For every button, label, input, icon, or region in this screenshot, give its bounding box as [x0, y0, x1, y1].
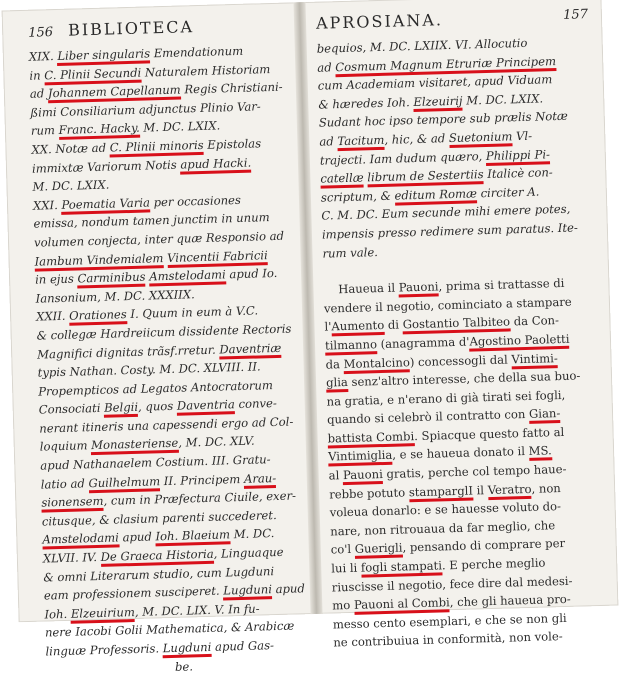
underlined-phrase: Ioh. Blaeium	[155, 528, 230, 547]
text-run: apud Io.	[225, 266, 278, 282]
text-run: gratis, perche col tempo haue-	[382, 461, 567, 482]
text-run: scriptum, &	[320, 188, 395, 205]
underlined-phrase: fogli stampati	[361, 558, 442, 577]
left-page-number: 156	[28, 25, 54, 41]
text-run: , M. DC. LIX. V. In fu-	[134, 601, 260, 619]
text-run: Regis Christiani-	[180, 79, 283, 97]
text-run: ne contribuiua in conformità, non vole-	[333, 629, 563, 650]
text-run: I. Quum in eum à V.C.	[126, 303, 259, 322]
underlined-phrase: Poematia Varia	[61, 195, 150, 214]
text-run: , e se haueua donato il	[392, 444, 529, 463]
right-running-head: APROSIANA.	[315, 10, 444, 33]
text-run: C. M. DC. Eum secunde mihi emere potes,	[321, 202, 571, 223]
text-run: XIX.	[28, 48, 58, 64]
text-run: nerant itineris una capessendi ergo ad Col-	[39, 414, 294, 436]
underlined-phrase: Lugduni	[223, 582, 272, 600]
text-run: ad	[317, 59, 336, 75]
text-run: Italicè con-	[483, 165, 553, 182]
text-run: na gratia, e n'erano di già tirati sei fogli,	[326, 387, 566, 409]
text-run: di	[384, 317, 403, 333]
text-run: immixtæ Variorum Notis	[31, 157, 181, 176]
text-run: cum Academiam visitaret, apud Viduam	[317, 72, 553, 93]
underlined-phrase: Aumento	[331, 318, 384, 336]
text-run: apud	[271, 581, 306, 597]
text-run: linguæ Professoris.	[45, 641, 163, 659]
text-run: (anagramma d'	[376, 334, 470, 352]
underlined-phrase: Pauoni	[399, 280, 439, 298]
text-run: XXII.	[35, 309, 70, 324]
underlined-phrase: Amstelodami	[149, 267, 226, 286]
underlined-phrase: Franc. Hacky.	[58, 121, 140, 140]
text-run: quando si celebrò il contratto con	[326, 407, 530, 427]
underlined-phrase: Carminibus	[77, 270, 145, 289]
underlined-phrase: Monasteriense	[91, 436, 179, 455]
text-run: Vl-	[512, 128, 533, 144]
text-run: M. DC. LXIX.	[139, 118, 221, 136]
text-run: eam professionem susciperet.	[43, 583, 224, 603]
text-run: ßimi Consiliarium adjunctus Plinio Var-	[30, 99, 261, 120]
text-run: , pensando di comprare per	[402, 536, 566, 555]
left-page-header	[28, 15, 289, 44]
underlined-phrase: Montalcino	[343, 355, 410, 374]
text-run: apud Gas-	[211, 638, 275, 654]
underlined-phrase: glia	[326, 375, 348, 393]
text-run: M. DC. LXIX.	[32, 177, 110, 194]
underlined-phrase: Daventriæ	[219, 340, 281, 359]
underlined-phrase: catellæ	[320, 171, 364, 189]
text-run: co'l	[330, 542, 356, 557]
text-run: , M. DC. XLV.	[178, 434, 255, 451]
underlined-phrase: Cosmum Magnum Etruriæ Principem	[335, 54, 556, 77]
text-run: M. DC.	[229, 526, 275, 542]
text-run: Sudant hoc ipso tempore sub prælis Notæ	[318, 109, 568, 131]
text-run: . E perche meglio	[441, 555, 546, 573]
underlined-phrase: Elzeuirium	[71, 605, 135, 624]
text-run: messo cento esemplari, e che se non gli	[332, 610, 567, 632]
underlined-phrase: Orationes	[69, 307, 127, 326]
underlined-phrase: C. Plinii Secundi	[44, 65, 141, 85]
right-page-header	[316, 6, 593, 36]
underlined-phrase: apud Hacki.	[180, 155, 251, 174]
text-run: mo	[332, 598, 355, 613]
text-run: voleua donarlo: e se hauesse voluto do-	[329, 499, 562, 520]
underlined-phrase: Suetonium	[449, 129, 513, 148]
text-run: be.	[45, 659, 194, 678]
underlined-phrase: battista Combi	[327, 429, 414, 448]
underlined-phrase: tilmanno	[325, 337, 377, 355]
text-run: nere Iacobi Golii Mathematica, & Arabicæ	[44, 618, 295, 640]
text-run: riuscisse il negotio, fece dire dal medesi-	[331, 573, 573, 595]
book-spread	[2, 0, 619, 678]
underlined-phrase: Pauoni	[343, 467, 383, 485]
underlined-phrase: Daventria	[177, 397, 235, 416]
text-run: emissa, nondum tamen junctim in unum	[33, 210, 270, 232]
underlined-phrase: Veratro	[488, 482, 532, 500]
underlined-phrase: Vincentii Fabricii	[167, 248, 268, 268]
italian-paragraph-text	[323, 273, 613, 653]
latin-letter-text	[317, 32, 603, 263]
underlined-phrase: Vintimiglia	[328, 448, 393, 467]
underlined-phrase: Johannem Capellanum	[48, 83, 181, 104]
text-run: , non	[531, 480, 561, 496]
text-run: Haueua il	[323, 280, 399, 297]
text-run: Ioh.	[44, 606, 72, 622]
underlined-phrase: Vintimi-	[511, 351, 558, 369]
underlined-phrase: MS.	[528, 444, 552, 462]
text-run: volumen conjecta, inter quæ Responsio ad	[33, 228, 285, 250]
text-run: Iansonium, M. DC. XXXIIX.	[35, 286, 195, 306]
underlined-phrase: Tacitum	[337, 133, 385, 151]
underlined-phrase: Amstelodami	[42, 531, 119, 550]
text-run: , che gli haueua pro-	[449, 592, 571, 610]
text-run: XX. Notæ ad	[31, 140, 110, 157]
text-run: l'	[324, 319, 332, 334]
underlined-phrase: Arau-	[244, 471, 277, 489]
text-run: loquium	[39, 438, 92, 455]
text-run: & omni Literarum studio, cum Lugduni	[43, 563, 275, 585]
text-run: Emendationum	[149, 43, 244, 61]
underlined-phrase: C. Plinii minoris	[110, 138, 204, 158]
text-run: M. DC. LXIX.	[462, 91, 544, 108]
text-run: apud	[118, 529, 156, 545]
text-run: rum	[30, 123, 59, 139]
underlined-phrase: Elzeuirij	[413, 93, 463, 111]
underlined-phrase: sionensem	[41, 494, 104, 513]
left-page	[2, 2, 315, 678]
text-run: , Linguaque	[213, 544, 284, 561]
text-run: apud Nathanaelem Costium. III. Gratu-	[40, 452, 271, 473]
text-run: il	[472, 482, 488, 498]
right-page	[301, 0, 618, 650]
text-run: , prima si trattasse di	[438, 276, 565, 294]
underlined-phrase: Gostantio Talbiteo	[403, 315, 511, 335]
text-run: lui li	[331, 560, 362, 576]
text-run: da Con-	[509, 313, 560, 329]
text-run: nare, non ritrouaua da far meglio, che	[330, 518, 556, 539]
left-running-head: BIBLIOTECA	[67, 17, 195, 40]
text-run: circiter A.	[476, 184, 540, 201]
text-run: Magnifici dignitas trãsf.rretur.	[36, 342, 220, 362]
underlined-phrase: Iambum Vindemialem	[34, 251, 163, 272]
underlined-phrase: Philippi Pi-	[486, 147, 551, 166]
left-page-body	[29, 40, 311, 679]
right-page-body	[317, 32, 614, 653]
underlined-phrase: editum Romæ	[394, 186, 477, 205]
text-run: XLVII. IV.	[42, 549, 101, 566]
text-run: impensis presso redimere sum paratus. Ite-	[321, 220, 579, 242]
text-run: II. Principem	[159, 471, 245, 488]
underlined-phrase: Gian-	[529, 406, 561, 424]
text-run: in ejus	[34, 271, 78, 287]
text-run: senz'altro interesse, che della sua buo-	[347, 368, 581, 390]
text-run: & hæredes Ioh.	[318, 94, 414, 112]
text-run: vendere il negotio, cominciato a stampare	[323, 294, 572, 316]
text-run: rum vale.	[322, 244, 379, 261]
text-run: da	[325, 356, 344, 372]
underlined-phrase: Guilhelmum	[88, 474, 160, 493]
text-run: latio ad	[40, 475, 89, 492]
text-run: XXI.	[32, 197, 62, 213]
text-run: , hic, & ad	[384, 131, 450, 147]
underlined-phrase: Guerigli	[355, 541, 403, 559]
text-run: per occasiones	[149, 192, 242, 210]
text-run: , cum in Præfectura Ciuile, exer-	[103, 488, 297, 509]
text-run: Consociati	[38, 401, 105, 417]
text-run: citusque, & clasium parenti succederet.	[41, 507, 277, 529]
underlined-phrase: stamparglI	[409, 483, 474, 502]
underlined-phrase: Belgii	[104, 400, 138, 418]
underlined-phrase: Lugduni	[163, 640, 212, 658]
text-run: ad	[319, 134, 338, 149]
text-run: Naturalem Historiam	[141, 61, 271, 80]
underlined-phrase: librum de Sestertiis	[367, 167, 484, 187]
right-page-number: 157	[562, 7, 589, 23]
text-run: ad	[29, 86, 49, 101]
text-run: conve-	[234, 396, 277, 412]
text-run: al	[328, 468, 344, 483]
underlined-phrase: De Graeca Historia	[100, 547, 214, 567]
text-run: Epistolas	[203, 136, 262, 152]
underlined-phrase: Pauoni al Combi	[354, 595, 450, 615]
text-run: trajecti. Iam dudum quæro,	[319, 148, 487, 168]
text-run: Propempticos ad Legatos Antocratorum	[38, 377, 274, 399]
text-run: . Spiacque questo fatto al	[413, 424, 565, 444]
text-run: rebbe potuto	[329, 484, 410, 502]
text-run: ) concessogli dal	[409, 351, 512, 369]
text-run: & collegæ Hardreiicum dissidente Rectoris	[36, 321, 292, 343]
text-run: typis Nathan. Costy. M. DC. XLVIII. II.	[37, 359, 261, 380]
text-run: bequios, M. DC. LXIIX. VI. Allocutio	[316, 35, 528, 56]
text-run: , quos	[137, 399, 178, 415]
underlined-phrase: Agostino Paoletti	[469, 332, 569, 352]
text-run: in	[29, 67, 45, 83]
underlined-phrase: Liber singularis	[57, 46, 150, 66]
